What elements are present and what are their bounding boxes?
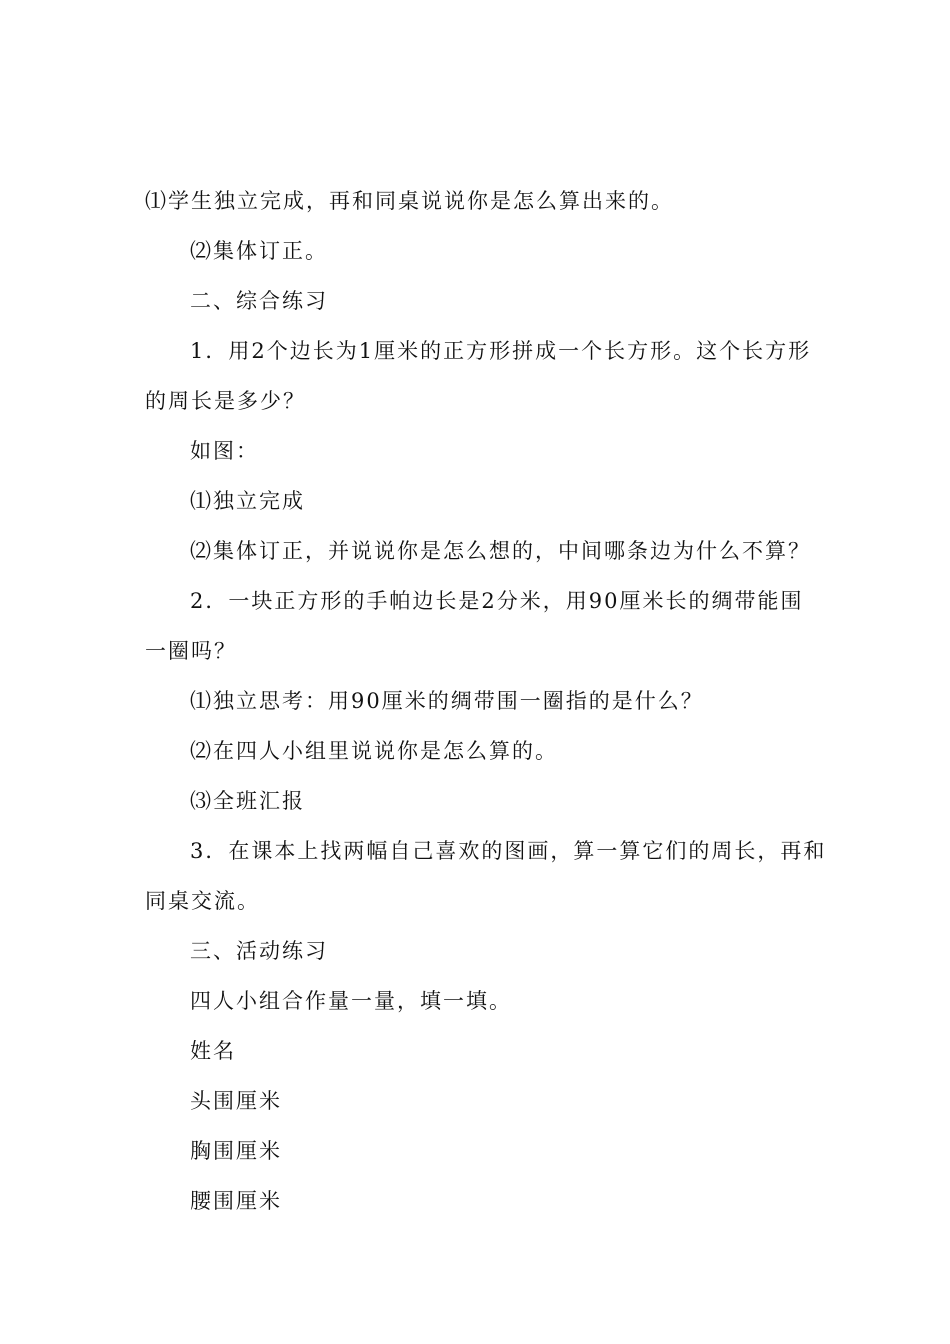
exercise-3-line-1: 3．在课本上找两幅自己喜欢的图画，算一算它们的周长，再和 bbox=[190, 839, 827, 863]
exercise-2-line-2: 一圈吗？ bbox=[145, 639, 237, 663]
exercise-1-step-2: ⑵集体订正，并说说你是怎么想的，中间哪条边为什么不算？ bbox=[190, 539, 811, 563]
activity-instruction: 四人小组合作量一量，填一填。 bbox=[190, 989, 512, 1013]
exercise-1-step-1: ⑴独立完成 bbox=[190, 489, 305, 513]
activity-field-head-circumference: 头围厘米 bbox=[190, 1089, 282, 1113]
activity-field-waist-circumference: 腰围厘米 bbox=[190, 1189, 282, 1213]
paragraph-step-1-independent: ⑴学生独立完成，再和同桌说说你是怎么算出来的。 bbox=[145, 189, 674, 213]
paragraph-step-2-correction: ⑵集体订正。 bbox=[190, 239, 328, 263]
exercise-1-line-2: 的周长是多少？ bbox=[145, 389, 306, 413]
exercise-1-line-1: 1．用2个边长为1厘米的正方形拼成一个长方形。这个长方形 bbox=[190, 339, 812, 363]
exercise-2-line-1: 2．一块正方形的手帕边长是2分米，用90厘米长的绸带能围 bbox=[190, 589, 804, 613]
exercise-3-line-2: 同桌交流。 bbox=[145, 889, 260, 913]
exercise-2-step-3: ⑶全班汇报 bbox=[190, 789, 305, 813]
section-heading-comprehensive-practice: 二、综合练习 bbox=[190, 289, 328, 313]
section-heading-activity-practice: 三、活动练习 bbox=[190, 939, 328, 963]
exercise-2-step-2: ⑵在四人小组里说说你是怎么算的。 bbox=[190, 739, 558, 763]
figure-reference: 如图： bbox=[190, 439, 259, 463]
activity-field-name: 姓名 bbox=[190, 1039, 236, 1063]
exercise-2-step-1: ⑴独立思考：用90厘米的绸带围一圈指的是什么？ bbox=[190, 689, 704, 713]
activity-field-chest-circumference: 胸围厘米 bbox=[190, 1139, 282, 1163]
